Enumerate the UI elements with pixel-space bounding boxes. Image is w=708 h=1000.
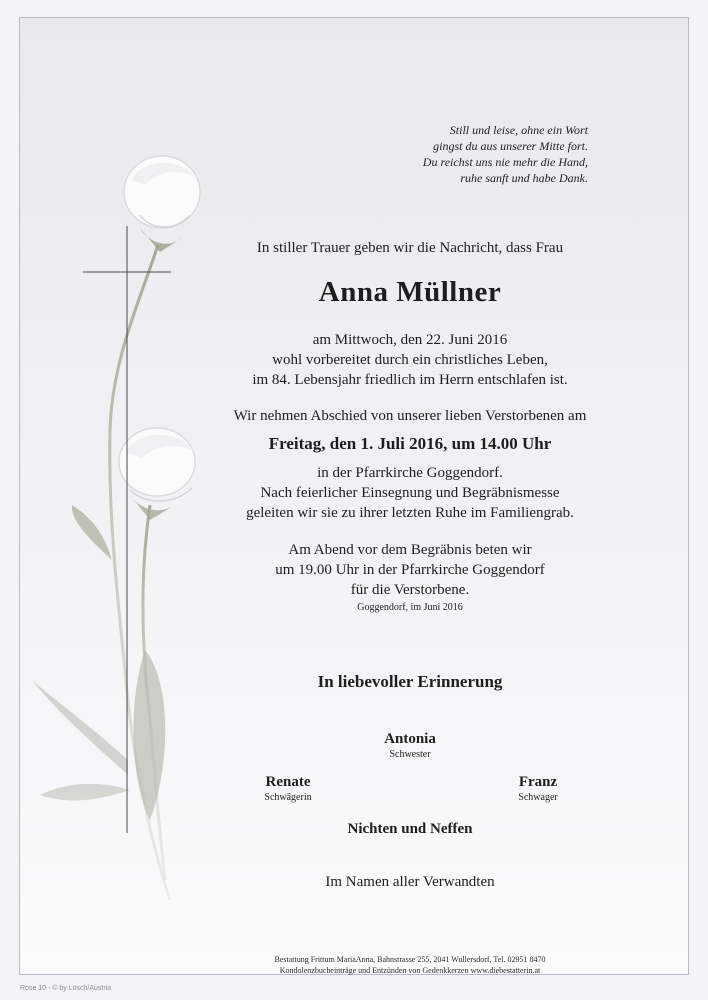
poem <box>288 122 588 186</box>
funeral-line: Nach feierlicher Einsegnung und Begräbnismesse <box>260 485 560 501</box>
mourner-relation: Schwägerin <box>264 792 312 803</box>
death-line: am Mittwoch, den 22. Juni 2016 <box>312 332 508 348</box>
footer-line: Kondolenzbucheinträge und Entzünden von Gedenkkerzen www.diebestatterin.at <box>279 966 541 975</box>
mourner-name: Franz <box>518 774 558 790</box>
death-line: im 84. Lebensjahr friedlich im Herrn entschlafen ist. <box>252 372 568 388</box>
place-date: Goggendorf, im Juni 2016 <box>357 602 463 613</box>
mourner-name: Renate <box>265 774 311 790</box>
mourner-relation: Schwager <box>518 792 558 803</box>
mourners-group: Nichten und Neffen <box>347 821 473 837</box>
funeral-line: geleiten wir sie zu ihrer letzten Ruhe im Familiengrab. <box>246 505 574 521</box>
death-notice <box>160 330 660 390</box>
footer-line: Bestattung Frittum MariaAnna, Bahnstrasse 255, 2041 Wullersdorf, Tel. 02951 8470 <box>274 955 546 964</box>
mourners-heading: In liebevoller Erinnerung <box>317 672 503 691</box>
deceased-name: Anna Müllner <box>318 276 502 308</box>
closing-text: Im Namen aller Verwandten <box>325 874 495 890</box>
prayer-notice <box>160 540 660 600</box>
poem-line: gingst du aus unserer Mitte fort. <box>433 139 588 153</box>
prayer-line: um 19.00 Uhr in der Pfarrkirche Goggendorf <box>275 562 545 578</box>
undertaker-footer <box>210 954 610 976</box>
mourner-antonia <box>330 730 490 761</box>
farewell-text: Wir nehmen Abschied von unserer lieben Verstorbenen am <box>233 408 587 424</box>
mourner-renate <box>208 773 368 804</box>
poem-line: Du reichst uns nie mehr die Hand, <box>422 155 588 169</box>
intro-text: In stiller Trauer geben wir die Nachricht, dass Frau <box>256 240 564 256</box>
death-line: wohl vorbereitet durch ein christliches Leben, <box>272 352 548 368</box>
funeral-details <box>160 463 660 523</box>
mourner-franz <box>458 773 618 804</box>
prayer-line: Am Abend vor dem Begräbnis beten wir <box>288 542 532 558</box>
poem-line: ruhe sanft und habe Dank. <box>460 171 588 185</box>
poem-line: Still und leise, ohne ein Wort <box>449 123 588 137</box>
funeral-date: Freitag, den 1. Juli 2016, um 14.00 Uhr <box>268 434 552 453</box>
prayer-line: für die Verstorbene. <box>350 582 470 598</box>
mourner-relation: Schwester <box>389 749 431 760</box>
funeral-line: in der Pfarrkirche Goggendorf. <box>317 465 503 481</box>
image-credit: Rose 10 - © by Lösch/Austria <box>20 985 112 992</box>
mourner-name: Antonia <box>384 731 436 747</box>
